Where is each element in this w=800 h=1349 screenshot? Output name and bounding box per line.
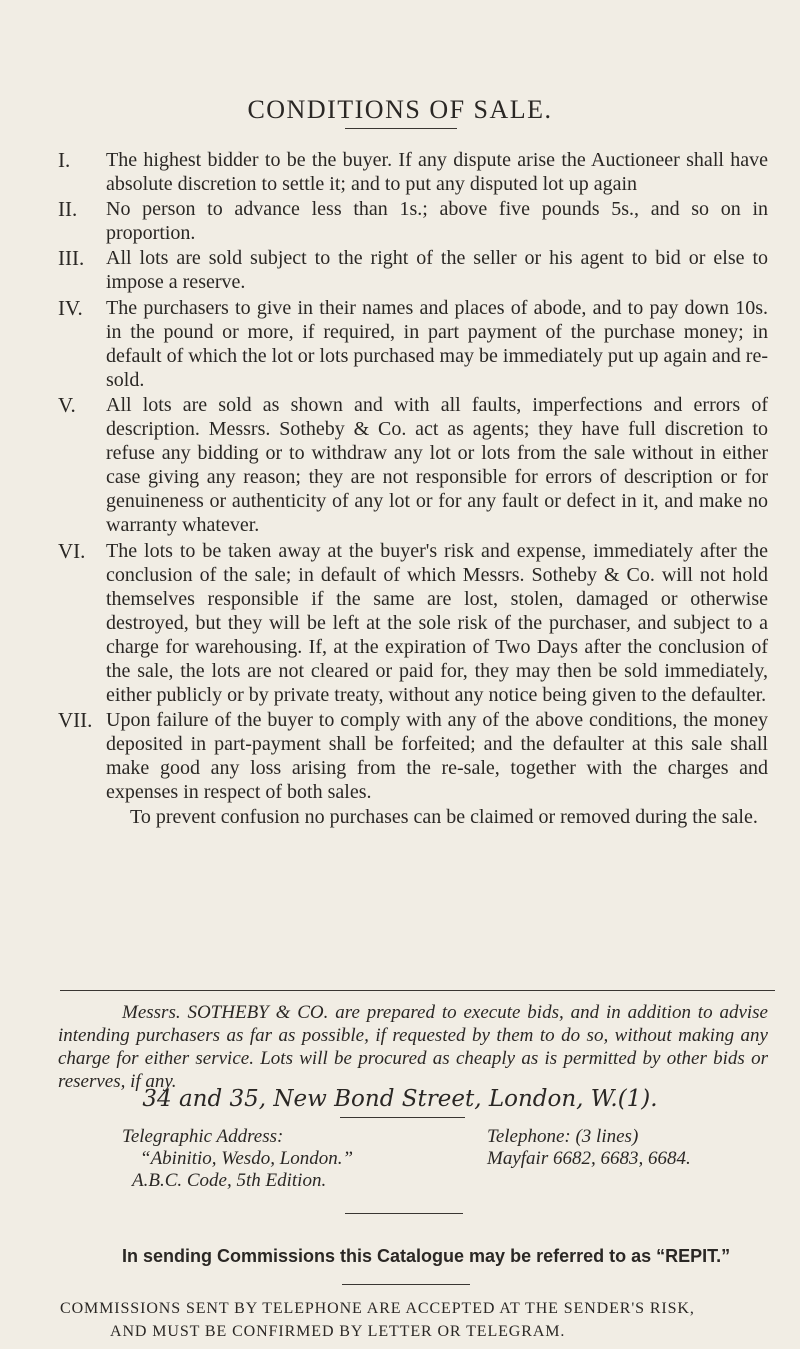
condition-item	[58, 708, 768, 828]
condition-numeral: IV.	[58, 295, 83, 320]
condition-numeral: III.	[58, 246, 85, 271]
condition-item	[58, 539, 768, 708]
repit-divider	[342, 1284, 470, 1285]
condition-paragraph: No person to advance less than 1s.; above five pounds 5s., and so on in proportion.	[106, 198, 768, 245]
condition-text	[106, 539, 768, 708]
repit-note: In sending Commissions this Catalogue may be referred to as “REPIT.”	[122, 1246, 731, 1266]
telegraphic-address: “Abinitio, Wesdo, London.”	[140, 1148, 354, 1169]
condition-item	[58, 393, 768, 538]
telephone-divider	[345, 1213, 463, 1214]
condition-paragraph: All lots are sold as shown and with all faults, imperfections and errors of description. Messrs. Sotheby & Co. act as agents; they have full discretion to refuse any bidding or to withdraw any lot or lots from the sale without in either case giving any reason; they are not responsible for errors of description or for genuineness or authenticity of any lot or for any fault or defect in it, and make no warranty whatever.	[106, 393, 768, 537]
condition-text	[106, 296, 768, 392]
conditions-list	[58, 148, 768, 830]
condition-paragraph: Upon failure of the buyer to comply with any of the above conditions, the money deposited in part-payment shall be forfeited; and the defaulter at this sale shall make good any loss arising from the re-sale, together with the charges and expenses in respect of both sales.	[106, 709, 768, 804]
telephone-block	[487, 1126, 787, 1170]
condition-paragraph: The purchasers to give in their names and places of abode, and to pay down 10s. in the pound or more, if required, in part payment of the purchase money; in default of which the lot or lots purchased may be immediately put up again and re-sold.	[106, 296, 768, 391]
condition-paragraph: To prevent confusion no purchases can be claimed or removed during the sale.	[130, 805, 758, 828]
condition-item	[58, 197, 768, 245]
address-divider	[340, 1117, 465, 1118]
risk-line-2: AND MUST BE CONFIRMED BY LETTER OR TELEGRAM.	[110, 1323, 566, 1340]
telephone-commission-notice	[60, 1297, 775, 1343]
condition-numeral: VII.	[58, 708, 93, 733]
page-title: CONDITIONS OF SALE.	[247, 95, 553, 125]
condition-numeral: I.	[58, 148, 71, 172]
telegraphic-label: Telegraphic Address:	[122, 1126, 284, 1147]
condition-numeral: II.	[58, 197, 78, 222]
condition-numeral: VI.	[58, 538, 86, 563]
commission-notice: Messrs. SOTHEBY & CO. are prepared to execute bids, and in addition to advise intending purchasers as far as possible, if requested by them to do so, without making any charge for either service. Lots will be procured as cheaply as is permitted by other bids or reserves, if any.	[58, 1002, 768, 1092]
condition-paragraph: All lots are sold subject to the right of the seller or his agent to bid or else to impose a reserve.	[106, 247, 768, 294]
abc-code: A.B.C. Code, 5th Edition.	[132, 1170, 327, 1191]
condition-paragraph: The lots to be taken away at the buyer's risk and expense, immediately after the conclusion of the sale; in default of which Messrs. Sotheby & Co. will not hold themselves responsible if the same are lost, stolen, damaged or otherwise destroyed, but they will be left at the sole risk of the purchaser, and subject to a charge for warehousing. If, at the expiration of Two Days after the conclusion of the sale, the lots are not cleared or paid for, they may then be sold immediately, either publicly or by private treaty, without any notice being given to the defaulter.	[106, 539, 768, 707]
telegraphic-block	[122, 1126, 482, 1192]
condition-paragraph: The highest bidder to be the buyer. If any dispute arise the Auctioneer shall have absolute discretion to settle it; and to put any disputed lot up again	[106, 149, 768, 196]
title-divider	[345, 128, 457, 129]
risk-line-1: COMMISSIONS SENT BY TELEPHONE ARE ACCEPTED AT THE SENDER'S RISK,	[60, 1300, 695, 1317]
condition-text	[106, 393, 768, 538]
condition-text	[106, 246, 768, 294]
condition-text	[106, 197, 768, 245]
condition-numeral: V.	[58, 392, 76, 417]
condition-text	[106, 148, 768, 196]
condition-item	[58, 296, 768, 392]
conditions-divider	[60, 990, 775, 991]
condition-item	[58, 148, 768, 196]
telephone-numbers: Mayfair 6682, 6683, 6684.	[487, 1148, 691, 1169]
business-address: 34 and 35, New Bond Street, London, W.(1).	[142, 1086, 658, 1112]
telephone-label: Telephone: (3 lines)	[487, 1126, 639, 1147]
condition-item	[58, 246, 768, 294]
condition-text	[106, 708, 768, 828]
